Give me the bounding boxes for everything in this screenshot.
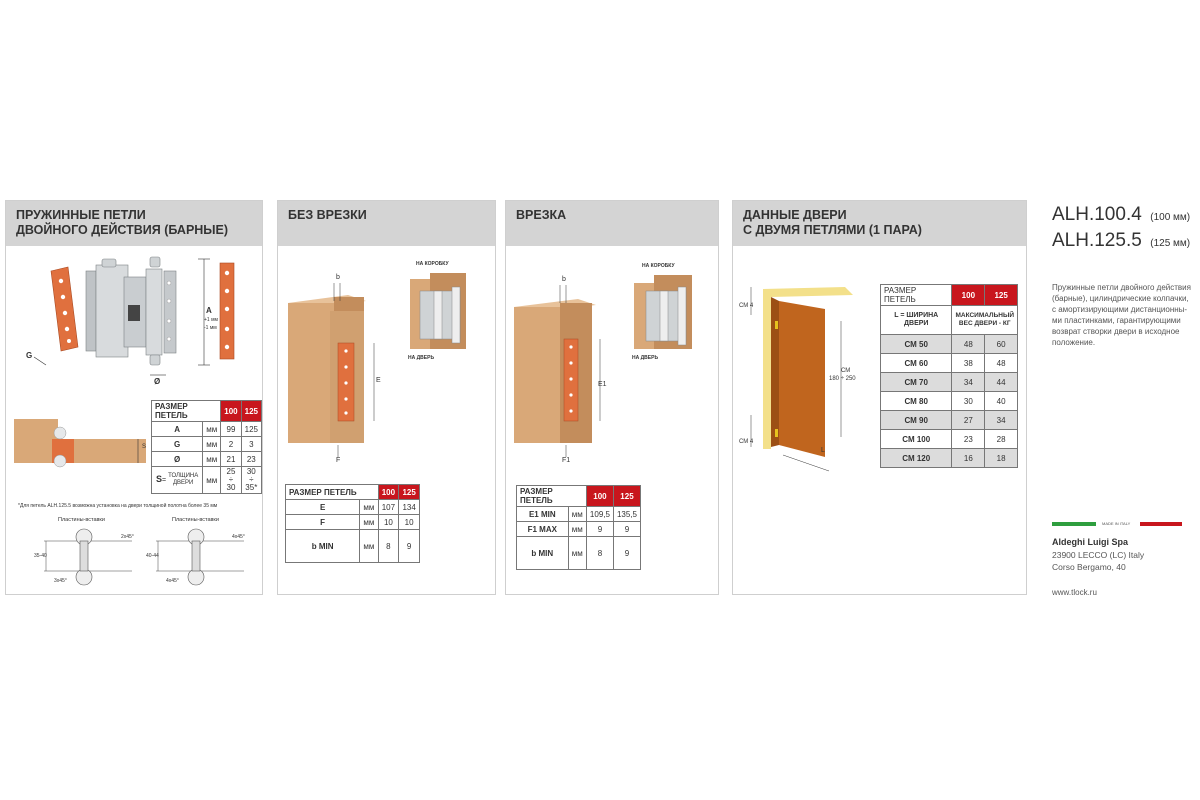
table-row: E1 MIN мм 109,5 135,5 <box>517 507 641 522</box>
panel-header <box>6 201 262 246</box>
panel-door-data <box>732 200 1027 595</box>
dim-a-label: A <box>206 306 212 315</box>
dim-g-label: G <box>26 351 33 360</box>
panel-header <box>278 201 495 246</box>
dim-l-label: L <box>821 447 825 454</box>
panel-title-line1: БЕЗ ВРЕЗКИ <box>288 208 367 222</box>
model-size-2: (125 мм) <box>1150 238 1191 249</box>
insert-dim-a-2: 4x45° <box>232 534 245 540</box>
dim-cm-label: СМ <box>841 368 851 374</box>
insert-label-1: Пластины-вставки <box>58 517 105 523</box>
hinge-size-table <box>151 400 262 494</box>
dim-e-label: E <box>376 377 381 384</box>
panel-surface-mount <box>277 200 496 595</box>
table-row: СМ 90 27 34 <box>881 411 1018 430</box>
model-name-2: ALH.125.5 <box>1052 230 1142 251</box>
table-row: СМ 100 23 28 <box>881 430 1018 449</box>
size-100-header: 100 <box>952 285 985 306</box>
table-row: Ø мм 21 23 <box>152 452 262 467</box>
panel-header <box>506 201 718 246</box>
dim-a-tolerance-minus: -1 мм <box>204 325 217 331</box>
table-head-label: РАЗМЕР ПЕТЕЛЬ <box>881 285 952 306</box>
dim-cm4-top: СМ 4 <box>739 303 754 309</box>
company-address-1: 23900 LECCO (LC) Italy <box>1052 550 1145 560</box>
dim-f-label: F <box>336 457 341 464</box>
panel-mortise-mount <box>505 200 719 595</box>
product-title-1 <box>1052 204 1190 226</box>
dim-a-tolerance-plus: +1 мм <box>204 317 218 323</box>
panel-header <box>733 201 1026 246</box>
dim-diameter-label: Ø <box>154 377 161 386</box>
door-label: НА ДВЕРЬ <box>632 355 659 361</box>
size-100-header: 100 <box>221 401 241 422</box>
panel-title-line1: ПРУЖИННЫЕ ПЕТЛИ <box>16 208 146 222</box>
mortise-mount-illustration <box>506 251 718 466</box>
insert-dim-b-2: 4x45° <box>166 578 179 584</box>
made-in-italy-label: MADE IN ITALY <box>1102 521 1131 526</box>
company-name: Aldeghi Luigi Spa <box>1052 537 1128 547</box>
surface-mount-table <box>285 484 420 563</box>
table-row: b MIN мм 8 9 <box>517 537 641 570</box>
model-name-1: ALH.100.4 <box>1052 204 1142 225</box>
insert-dim-b-1: 3x45° <box>54 578 67 584</box>
size-100-header: 100 <box>586 486 613 507</box>
table-row: A мм 99 125 <box>152 422 262 437</box>
dim-f1-label: F1 <box>562 457 571 464</box>
dim-s-label: S <box>142 444 147 450</box>
insert-dim-c-1: 35-40 <box>34 553 47 559</box>
panel-title-line1: ДАННЫЕ ДВЕРИ <box>743 208 847 222</box>
product-description: Пружинные петли двойного действия (барные), цилиндрические колпачки, с амортизирующими дистанционны- ми пластинками, гарантирующими возврат створки двери в исходное положение. <box>1052 283 1191 347</box>
frame-label: НА КОРОБКУ <box>642 263 675 269</box>
website-link[interactable]: www.tlock.ru <box>1052 588 1097 597</box>
insert-dim-a-1: 2x45° <box>121 534 134 540</box>
panel-double-action-hinges <box>5 200 263 595</box>
table-row: b MIN мм 8 9 <box>286 530 420 563</box>
surface-mount-illustration <box>278 251 496 466</box>
table-row: СМ 60 38 48 <box>881 354 1018 373</box>
dim-cm4-bottom: СМ 4 <box>739 439 754 445</box>
panel-title-line2: С ДВУМЯ ПЕТЛЯМИ (1 ПАРА) <box>743 223 922 237</box>
hinge-illustration <box>6 249 262 399</box>
door-weight-table: РАЗМЕР ПЕТЕЛЬ 100 125 L = ШИРИНА ДВЕРИ МАКСИМАЛЬНЫЙ ВЕС ДВЕРИ - КГ СМ 50 48 60 СМ 60 38 48 СМ 70 34 44 СМ 80 30 40 СМ 90 27 34 СМ 100 23 28 СМ 120 16 18 <box>880 284 1018 468</box>
footnote: *Для петель ALH.125.5 возможна установка на двери толщиной полотна более 35 мм <box>18 503 218 509</box>
mortise-mount-table <box>516 485 641 570</box>
size-125-header: 125 <box>613 486 640 507</box>
door-illustration <box>733 251 878 491</box>
table-row: E мм 107 134 <box>286 500 420 515</box>
table-head-label: РАЗМЕР ПЕТЕЛЬ <box>152 401 221 422</box>
size-125-header: 125 <box>241 401 261 422</box>
size-100-header: 100 <box>378 485 399 500</box>
table-row: СМ 120 16 18 <box>881 449 1018 468</box>
table-row: G мм 2 3 <box>152 437 262 452</box>
insert-label-2: Пластины-вставки <box>172 517 219 523</box>
table-row-thickness: S= ТОЛЩИНА ДВЕРИ мм 25 ÷ 30 30 ÷ 35* <box>152 467 262 494</box>
frame-label: НА КОРОБКУ <box>416 261 449 267</box>
table-head-label: РАЗМЕР ПЕТЕЛЬ <box>286 485 379 500</box>
insert-dim-c-2: 40-44 <box>146 553 159 559</box>
company-address-2: Corso Bergamo, 40 <box>1052 562 1126 572</box>
dim-b-label: b <box>336 274 340 281</box>
panel-title-line2: ДВОЙНОГО ДЕЙСТВИЯ (БАРНЫЕ) <box>16 223 229 237</box>
panel-title-line1: ВРЕЗКА <box>516 208 567 222</box>
door-section-illustration <box>14 411 146 473</box>
table-row: F мм 10 10 <box>286 515 420 530</box>
dim-height-range: 180 ÷ 250 <box>829 376 856 382</box>
dim-e1-label: E1 <box>598 381 607 388</box>
door-label: НА ДВЕРЬ <box>408 355 435 361</box>
dim-b-label: b <box>562 276 566 283</box>
table-row: СМ 70 34 44 <box>881 373 1018 392</box>
size-125-header: 125 <box>985 285 1018 306</box>
table-row: СМ 50 48 60 <box>881 335 1018 354</box>
size-125-header: 125 <box>399 485 420 500</box>
table-row: F1 MAX мм 9 9 <box>517 522 641 537</box>
table-head-label: РАЗМЕР ПЕТЕЛЬ <box>517 486 587 507</box>
table-row: СМ 80 30 40 <box>881 392 1018 411</box>
model-size-1: (100 мм) <box>1150 212 1191 223</box>
product-title-2 <box>1052 230 1190 252</box>
